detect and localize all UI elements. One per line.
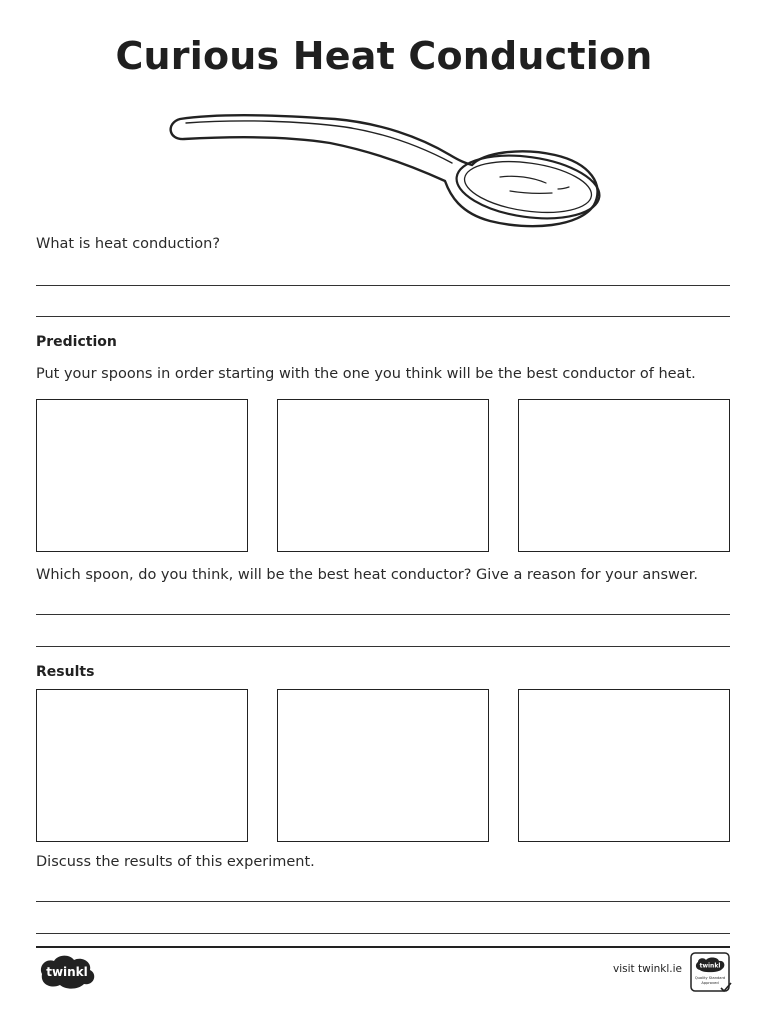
- logo-text: twinkl: [46, 965, 88, 979]
- badge-line2: Approved: [701, 981, 719, 985]
- spoon-illustration: [160, 105, 610, 235]
- quality-standard-badge-icon: [690, 952, 732, 994]
- prediction-question: Which spoon, do you think, will be the best heat conductor? Give a reason for your answer.: [36, 567, 699, 583]
- prediction-box-2[interactable]: [277, 399, 489, 552]
- prediction-box-1[interactable]: [36, 399, 248, 552]
- answer-line[interactable]: [36, 933, 730, 934]
- prediction-heading: Prediction: [36, 334, 117, 350]
- footer-rule: [36, 946, 730, 948]
- results-box-3[interactable]: [518, 689, 730, 842]
- visit-link[interactable]: visit twinkl.ie: [613, 963, 682, 975]
- twinkl-logo-icon[interactable]: [36, 952, 98, 990]
- answer-line[interactable]: [36, 614, 730, 615]
- prediction-box-3[interactable]: [518, 399, 730, 552]
- results-question: Discuss the results of this experiment.: [36, 854, 315, 870]
- page-title: Curious Heat Conduction: [115, 34, 653, 78]
- badge-brand: twinkl: [699, 962, 721, 970]
- answer-line[interactable]: [36, 316, 730, 317]
- question-heat-conduction: What is heat conduction?: [36, 236, 221, 252]
- answer-line[interactable]: [36, 901, 730, 902]
- answer-line[interactable]: [36, 646, 730, 647]
- prediction-instruction: Put your spoons in order starting with the one you think will be the best conductor of heat.: [36, 366, 696, 382]
- answer-line[interactable]: [36, 285, 730, 286]
- results-box-1[interactable]: [36, 689, 248, 842]
- results-box-2[interactable]: [277, 689, 489, 842]
- badge-line1: Quality Standard: [694, 976, 726, 980]
- results-heading: Results: [36, 664, 95, 680]
